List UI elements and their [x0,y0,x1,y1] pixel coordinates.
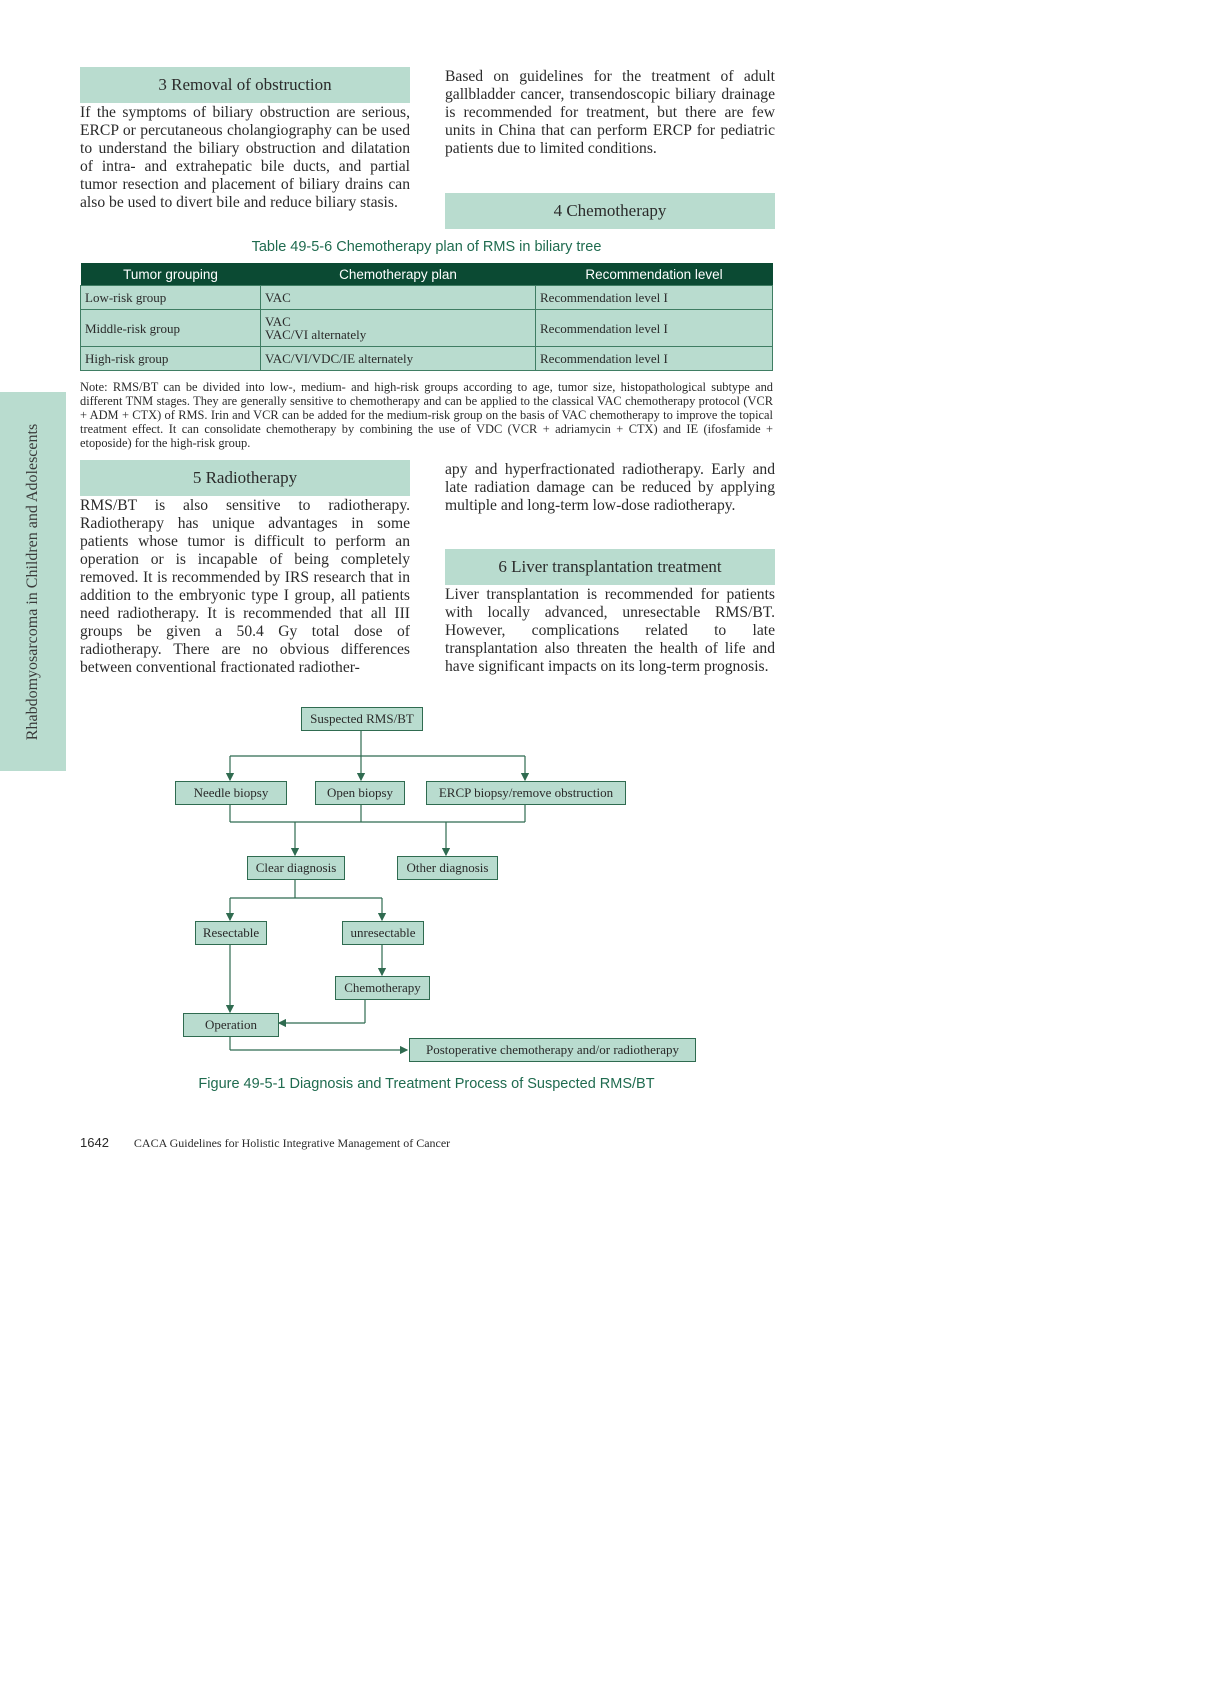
flow-other-diagnosis-box: Other diagnosis [397,856,498,880]
section-6-heading: 6 Liver transplantation treatment [445,549,775,585]
flow-resectable-box: Resectable [195,921,267,945]
table-cell-group: Low-risk group [81,286,261,310]
figure-caption: Figure 49-5-1 Diagnosis and Treatment Process of Suspected RMS/BT [198,1076,655,1092]
section-3-text: If the symptoms of biliary obstruction are serious, ERCP or percutaneous cholangiography can be used to understand the biliary obstruction and dilatation of intra- and extrahepatic bile ducts, and partial tumor resection and placement of biliary drains can also be used to divert bile and reduce biliary stasis. [80,104,410,211]
table-note: Note: RMS/BT can be divided into low-, medium- and high-risk groups according to age, tumor size, histopathological subtype and different TNM stages. They are generally sensitive to chemotherapy and can be applied to the classical VAC chemotherapy protocol (VCR + ADM + CTX) of RMS. Irin and VCR can be added for the medium-risk group on the basis of VAC chemotherapy to improve the topical treatment effect. It can consolidate chemotherapy by combining the use of VDC (VCR + adriamycin + CTX) and IE (ifosfamide + etoposide) for the high-risk group. [80,380,773,450]
flow-needle-biopsy-box: Needle biopsy [175,781,287,805]
side-tab-label: Rhabdomyosarcoma in Children and Adolescents [24,423,41,740]
table-cell-plan-line-1: VAC [265,314,291,329]
table-cell-plan-line-2: VAC/VI alternately [265,327,367,342]
flow-chemotherapy-box: Chemotherapy [335,976,430,1000]
table-cell-level: Recommendation level I [536,347,773,371]
section-5-heading: 5 Radiotherapy [80,460,410,496]
page-number: 1642 [80,1135,109,1150]
table-cell-group: High-risk group [81,347,261,371]
flow-unresectable-box: unresectable [342,921,424,945]
table-cell-group: Middle-risk group [81,310,261,347]
table-cell-plan: VAC [261,286,536,310]
table-cell-plan: VAC/VI/VDC/IE alternately [261,347,536,371]
page-footer [80,1135,450,1151]
footer-title: CACA Guidelines for Holistic Integrative Management of Cancer [133,1136,451,1150]
table-cell-level: Recommendation level I [536,286,773,310]
table-caption: Table 49-5-6 Chemotherapy plan of RMS in biliary tree [251,239,602,255]
section-3-heading: 3 Removal of obstruction [80,67,410,103]
section-4-heading: 4 Chemotherapy [445,193,775,229]
flow-clear-diagnosis-box: Clear diagnosis [247,856,345,880]
section-5-text: RMS/BT is also sensitive to radiotherapy. Radiotherapy has unique advantages in some patients whose tumor is difficult to perform an operation or is incapable of being completely removed. It is recommended by IRS research that in addition to the embryonic type I group, all patients need radiotherapy. It is recommended that all III groups be given a 50.4 Gy total dose of radiotherapy. There are no obvious differences between conventional fractionated radiother- [80,497,410,676]
flow-operation-box: Operation [183,1013,279,1037]
flow-postoperative-box: Postoperative chemotherapy and/or radiotherapy [409,1038,696,1062]
table-header-plan: Chemotherapy plan [261,263,536,286]
flow-open-biopsy-box: Open biopsy [315,781,405,805]
section-5-continued-text: apy and hyperfractionated radiotherapy. Early and late radiation damage can be reduced by applying multiple and long-term low-dose radiotherapy. [445,461,775,514]
table-header-level: Recommendation level [536,263,773,286]
section-3-continued-text: Based on guidelines for the treatment of adult gallbladder cancer, transendoscopic biliary drainage is recommended for treatment, but there are few units in China that can perform ERCP for pediatric patients due to limited conditions. [445,68,775,157]
table-cell-level: Recommendation level I [536,310,773,347]
flow-suspected-box: Suspected RMS/BT [301,707,423,731]
table-header-grouping: Tumor grouping [81,263,261,286]
flow-ercp-box: ERCP biopsy/remove obstruction [426,781,626,805]
section-6-text: Liver transplantation is recommended for patients with locally advanced, unresectable RMS/BT. However, complications related to late transplantation also threaten the health of life and have significant impacts on its long-term prognosis. [445,586,775,675]
